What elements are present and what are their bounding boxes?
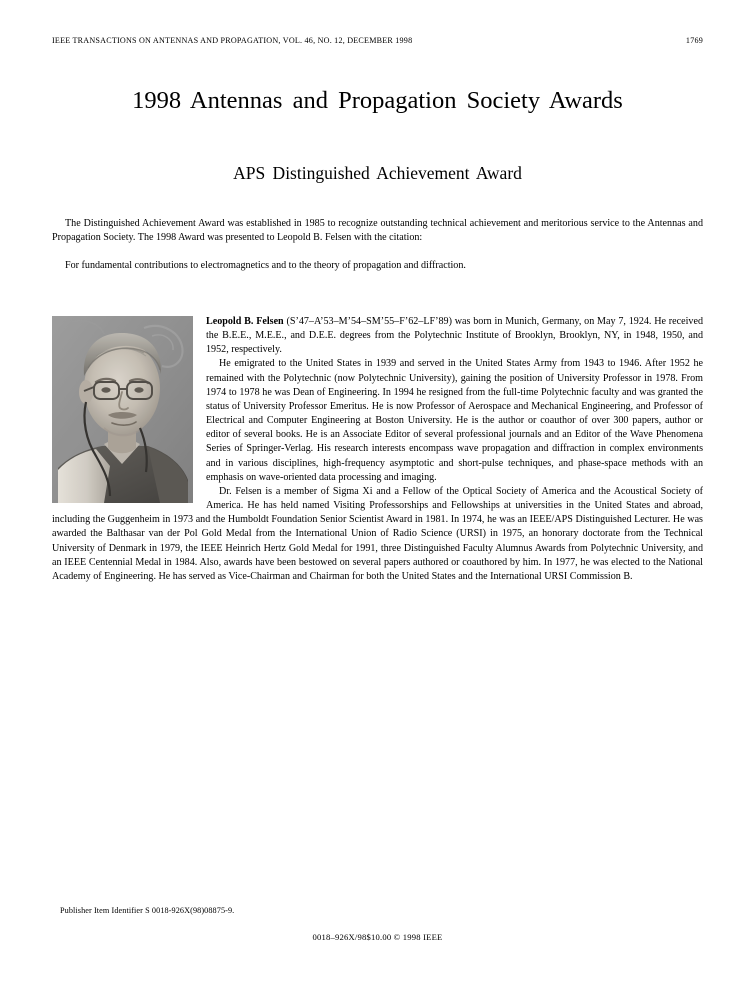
page-number: 1769	[685, 36, 703, 45]
journal-title: IEEE TRANSACTIONS ON ANTENNAS AND PROPAGATION, VOL. 46, NO. 12, DECEMBER 1998	[52, 36, 413, 45]
portrait-photo	[52, 316, 193, 503]
page-title: 1998 Antennas and Propagation Society Awards	[132, 87, 623, 115]
intro-paragraph: The Distinguished Achievement Award was established in 1985 to recognize outstanding technical achievement and meritorious service to the Antennas and Propagation Society. The 1998 Award was presented to Leopold B. Felsen with the citation:	[52, 218, 703, 244]
award-subtitle: APS Distinguished Achievement Award	[233, 162, 522, 183]
biography-paragraph-2: He emigrated to the United States in 1939 and served in the United States Army from 1943 to 1946. After 1952 he remained with the Polytechnic (now Polytechnic University), gaining the position of University Professor in 1978. From 1974 to 1978 he was Dean of Engineering. In 1994 he resigned from the full-time Polytechnic faculty and was granted the status of University Professor Emeritus. He is now Professor of Aerospace and Mechanical Engineering, and Professor of Electrical and Computer Engineering at Boston University. He is the author or coauthor of over 300 papers, author or editor of several books. He is an Associate Editor of several professional journals and an Editor of the Wave Phenomena Series of Springer-Verlag. His research interests encompass wave propagation and diffraction in complex environments and in various disciplines, high-frequency asymptotic and short-pulse techniques, and phase-space methods with an emphasis on wave-oriented data processing and imaging.	[206, 358, 703, 483]
award-citation: For fundamental contributions to electromagnetics and to the theory of propagation and diffraction.	[65, 260, 466, 271]
intro-block	[52, 217, 703, 245]
copyright-line: 0018–926X/98$10.00 © 1998 IEEE	[312, 932, 443, 942]
publisher-item-identifier: Publisher Item Identifier S 0018-926X(98)08875-9.	[60, 906, 235, 915]
portrait-photo-image	[52, 316, 193, 503]
running-head	[52, 36, 703, 45]
biography-name: Leopold B. Felsen	[206, 316, 284, 327]
biography-block	[52, 315, 703, 584]
biography-paragraph-3: Dr. Felsen is a member of Sigma Xi and a Fellow of the Optical Society of America and the Acoustical Society of America. He has held named Visiting Professorships and Fellowships at universities in the United States and abroad, including the Guggenheim in 1973 and the Humboldt Foundation Senior Scientist Award in 1981. In 1974, he was an IEEE/APS Distinguished Lecturer. He was awarded the Balthasar van der Pol Gold Medal from the International Union of Radio Science (URSI) in 1975, an honorary doctorate from the Technical University of Denmark in 1979, the IEEE Heinrich Hertz Gold Medal for 1991, three Distinguished Faculty Alumnus Awards from Polytechnic University, and an IEEE Centennial Medal in 1984. Also, awards have been bestowed on several papers authored or coauthored by him. In 1977, he was elected to the National Academy of Engineering. He has served as Vice-Chairman and Chairman for both the United States and the International URSI Commission B.	[52, 485, 703, 582]
biography-paragraph-1-text: (S’47–A’53–M’54–SM’55–F’62–LF’89) was born in Munich, Germany, on May 7, 1924. He received the B.E.E., M.E.E., and D.E.E. degrees from the Polytechnic Institute of Brooklyn, Brooklyn, NY, in 1948, 1950, and 1952, respectively.	[206, 316, 703, 356]
